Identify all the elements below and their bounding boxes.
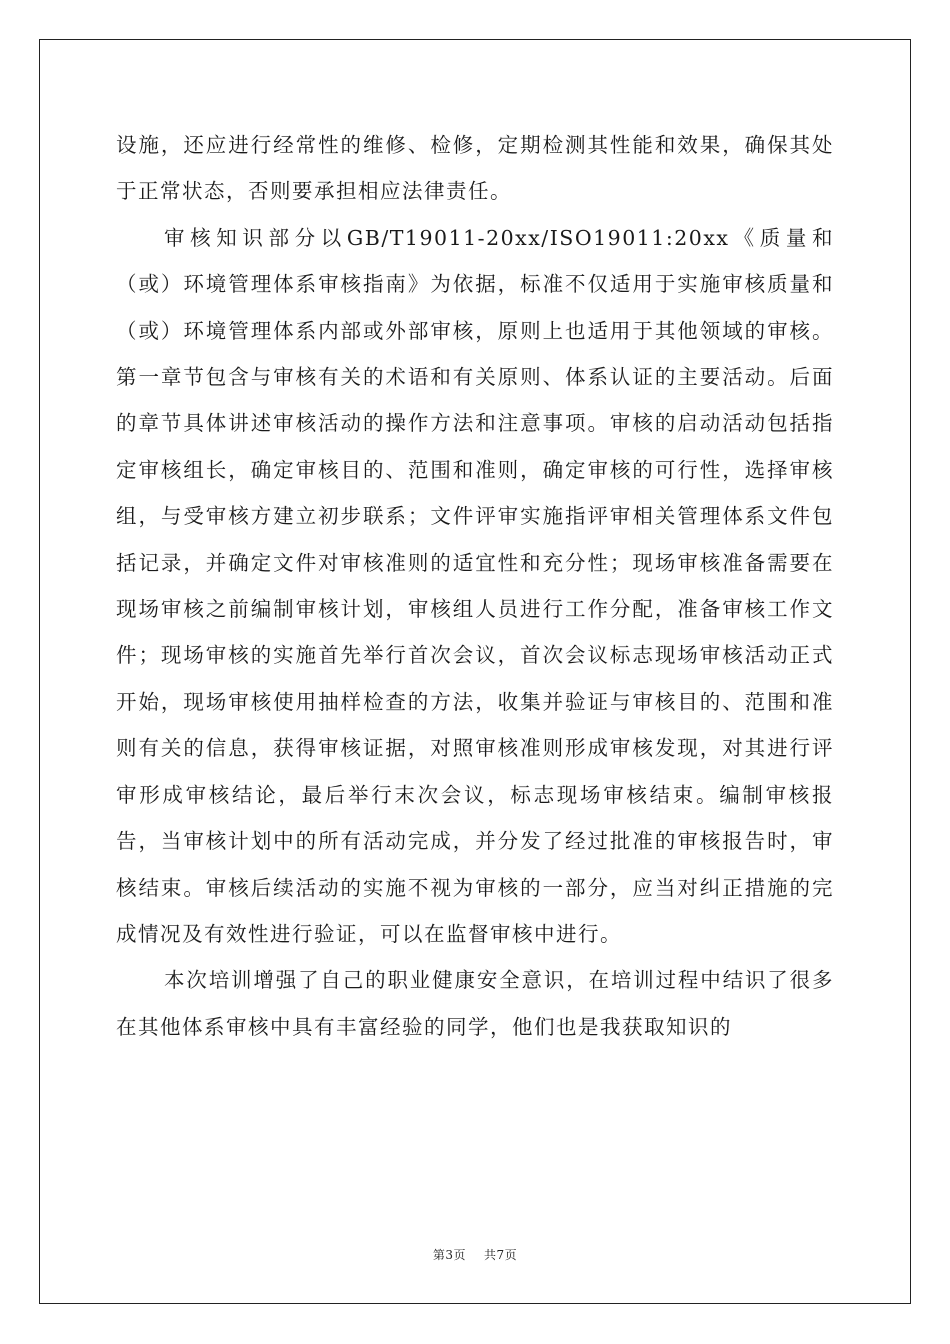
paragraph-audit-knowledge: 审核知识部分以GB/T19011-20xx/ISO19011:20xx《质量和（或）环境管理体系审核指南》为依据，标准不仅适用于实施审核质量和（或）环境管理体系内部或外部审核，原则上也适用于其他领域的审核。第一章节包含与审核有关的术语和有关原则、体系认证的主要活动。后面的章节具体讲述审核活动的操作方法和注意事项。审核的启动活动包括指定审核组长，确定审核目的、范围和准则，确定审核的可行性，选择审核组，与受审核方建立初步联系；文件评审实施指评审相关管理体系文件包括记录，并确定文件对审核准则的适宜性和充分性；现场审核准备需要在现场审核之前编制审核计划，审核组人员进行工作分配，准备审核工作文件；现场审核的实施首先举行首次会议，首次会议标志现场审核活动正式开始，现场审核使用抽样检查的方法，收集并验证与审核目的、范围和准则有关的信息，获得审核证据，对照审核准则形成审核发现，对其进行评审形成审核结论，最后举行末次会议，标志现场审核结束。编制审核报告，当审核计划中的所有活动完成，并分发了经过批准的审核报告时，审核结束。审核后续活动的实施不视为审核的一部分，应当对纠正措施的完成情况及有效性进行验证，可以在监督审核中进行。 bbox=[116, 225, 834, 946]
paragraph-continuation: 设施，还应进行经常性的维修、检修，定期检测其性能和效果，确保其处于正常状态，否则要承担相应法律责任。 bbox=[116, 133, 834, 204]
document-body bbox=[116, 122, 834, 1050]
paragraph-training-summary: 本次培训增强了自己的职业健康安全意识，在培训过程中结识了很多在其他体系审核中具有丰富经验的同学，他们也是我获取知识的 bbox=[116, 968, 834, 1039]
page-number: 第3页 bbox=[432, 1248, 466, 1262]
page-total: 共7页 bbox=[484, 1248, 518, 1262]
page-footer bbox=[0, 1246, 950, 1263]
